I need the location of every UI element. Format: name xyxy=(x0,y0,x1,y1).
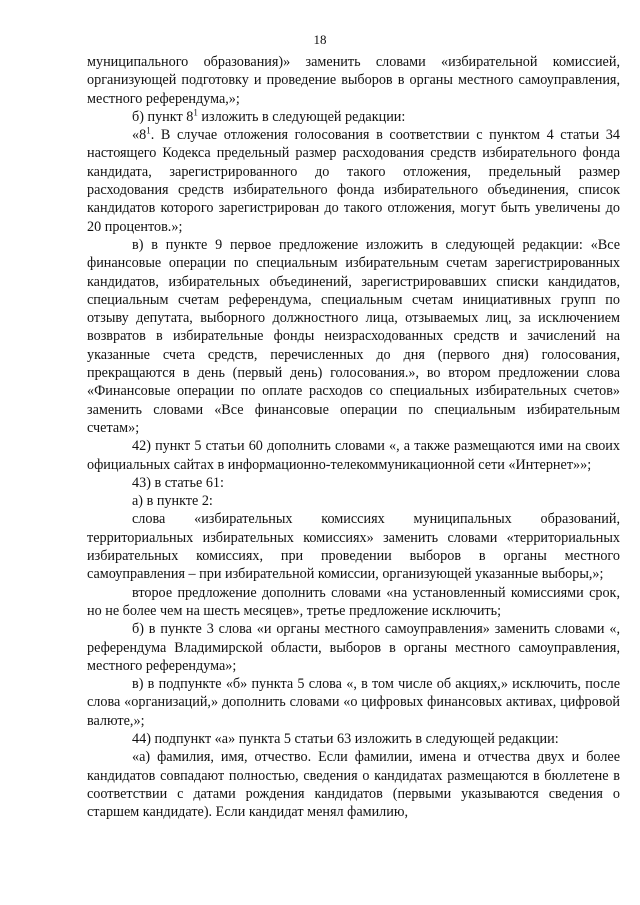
paragraph-text: б) пункт 8 xyxy=(132,108,194,125)
paragraph: слова «избирательных комиссиях муниципальных образований, территориальных избирательных комиссиях» заменить словами «территориальных избирательных комиссиях, при проведении выборов в органы местного самоуправления – при избирательной комиссии, организующей указанные выборы,»; xyxy=(87,511,620,583)
superscript: 1 xyxy=(146,125,151,136)
paragraph-text: . В случае отложения голосования в соответствии с пунктом 4 статьи 34 настоящего Кодекса предельный размер расходования средств избирательного фонда кандидата, зарегистрированного до такого отложения, предельный размер расходования средств избирательного фонда избирательного объединения, список кандидатов которого зарегистрирован до такого отложения, могут быть увеличены до 20 процентов.»; xyxy=(87,127,620,235)
paragraph xyxy=(87,108,620,126)
paragraph: второе предложение дополнить словами «на установленный комиссиями срок, но не более чем на шесть месяцев», третье предложение исключить; xyxy=(87,584,620,619)
superscript: 1 xyxy=(193,107,198,118)
paragraph: б) в пункте 3 слова «и органы местного самоуправления» заменить словами «, референдума Владимирской области, выборов в органы местного самоуправления, местного референдума»; xyxy=(87,621,620,674)
document-body xyxy=(87,53,620,821)
paragraph: в) в пункте 9 первое предложение изложить в следующей редакции: «Все финансовые операции по специальным избирательным счетам зарегистрированных кандидатов, избирательных объединений, зарегистрировавших списки кандидатов, специальным счетам референдума, специальным счетам инициативных групп по отзыву депутата, выборного должностного лица, отзываемых лиц, за исключением возвратов в избирательные фонды неизрасходованных средств и зачислений на указанные счета средств, перечисленных до дня (первого дня) голосования, прекращаются в день (первый день) голосования.», во втором предложении слова «Финансовые операции по оплате расходов со специальных избирательных счетов» заменить словами «Все финансовые операции по специальным избирательным счетам»; xyxy=(87,236,620,436)
paragraph: «а) фамилия, имя, отчество. Если фамилии, имена и отчества двух и более кандидатов совпадают полностью, сведения о кандидатах размещаются в бюллетене в соответствии с датами рождения кандидатов (первыми указываются сведения о старшем кандидате). Если кандидат менял фамилию, xyxy=(87,749,620,821)
paragraph: 43) в статье 61: xyxy=(132,474,224,491)
paragraph-text: изложить в следующей редакции: xyxy=(197,108,406,125)
paragraph xyxy=(87,126,620,236)
paragraph: в) в подпункте «б» пункта 5 слова «, в том числе об акциях,» исключить, после слова «организаций,» дополнить словами «о цифровых финансовых активах, цифровой валюте,»; xyxy=(87,676,620,729)
page-number: 18 xyxy=(313,32,327,47)
paragraph: 42) пункт 5 статьи 60 дополнить словами «, а также размещаются ими на своих официальных сайтах в информационно-телекоммуникационной сети «Интернет»»; xyxy=(87,438,620,473)
paragraph-text: «8 xyxy=(132,127,147,144)
paragraph: 44) подпункт «а» пункта 5 статьи 63 изложить в следующей редакции: xyxy=(132,730,559,747)
paragraph: муниципального образования)» заменить словами «избирательной комиссией, организующей подготовку и проведение выборов в органы местного самоуправления, местного референдума,»; xyxy=(87,54,620,107)
paragraph: а) в пункте 2: xyxy=(132,493,213,510)
